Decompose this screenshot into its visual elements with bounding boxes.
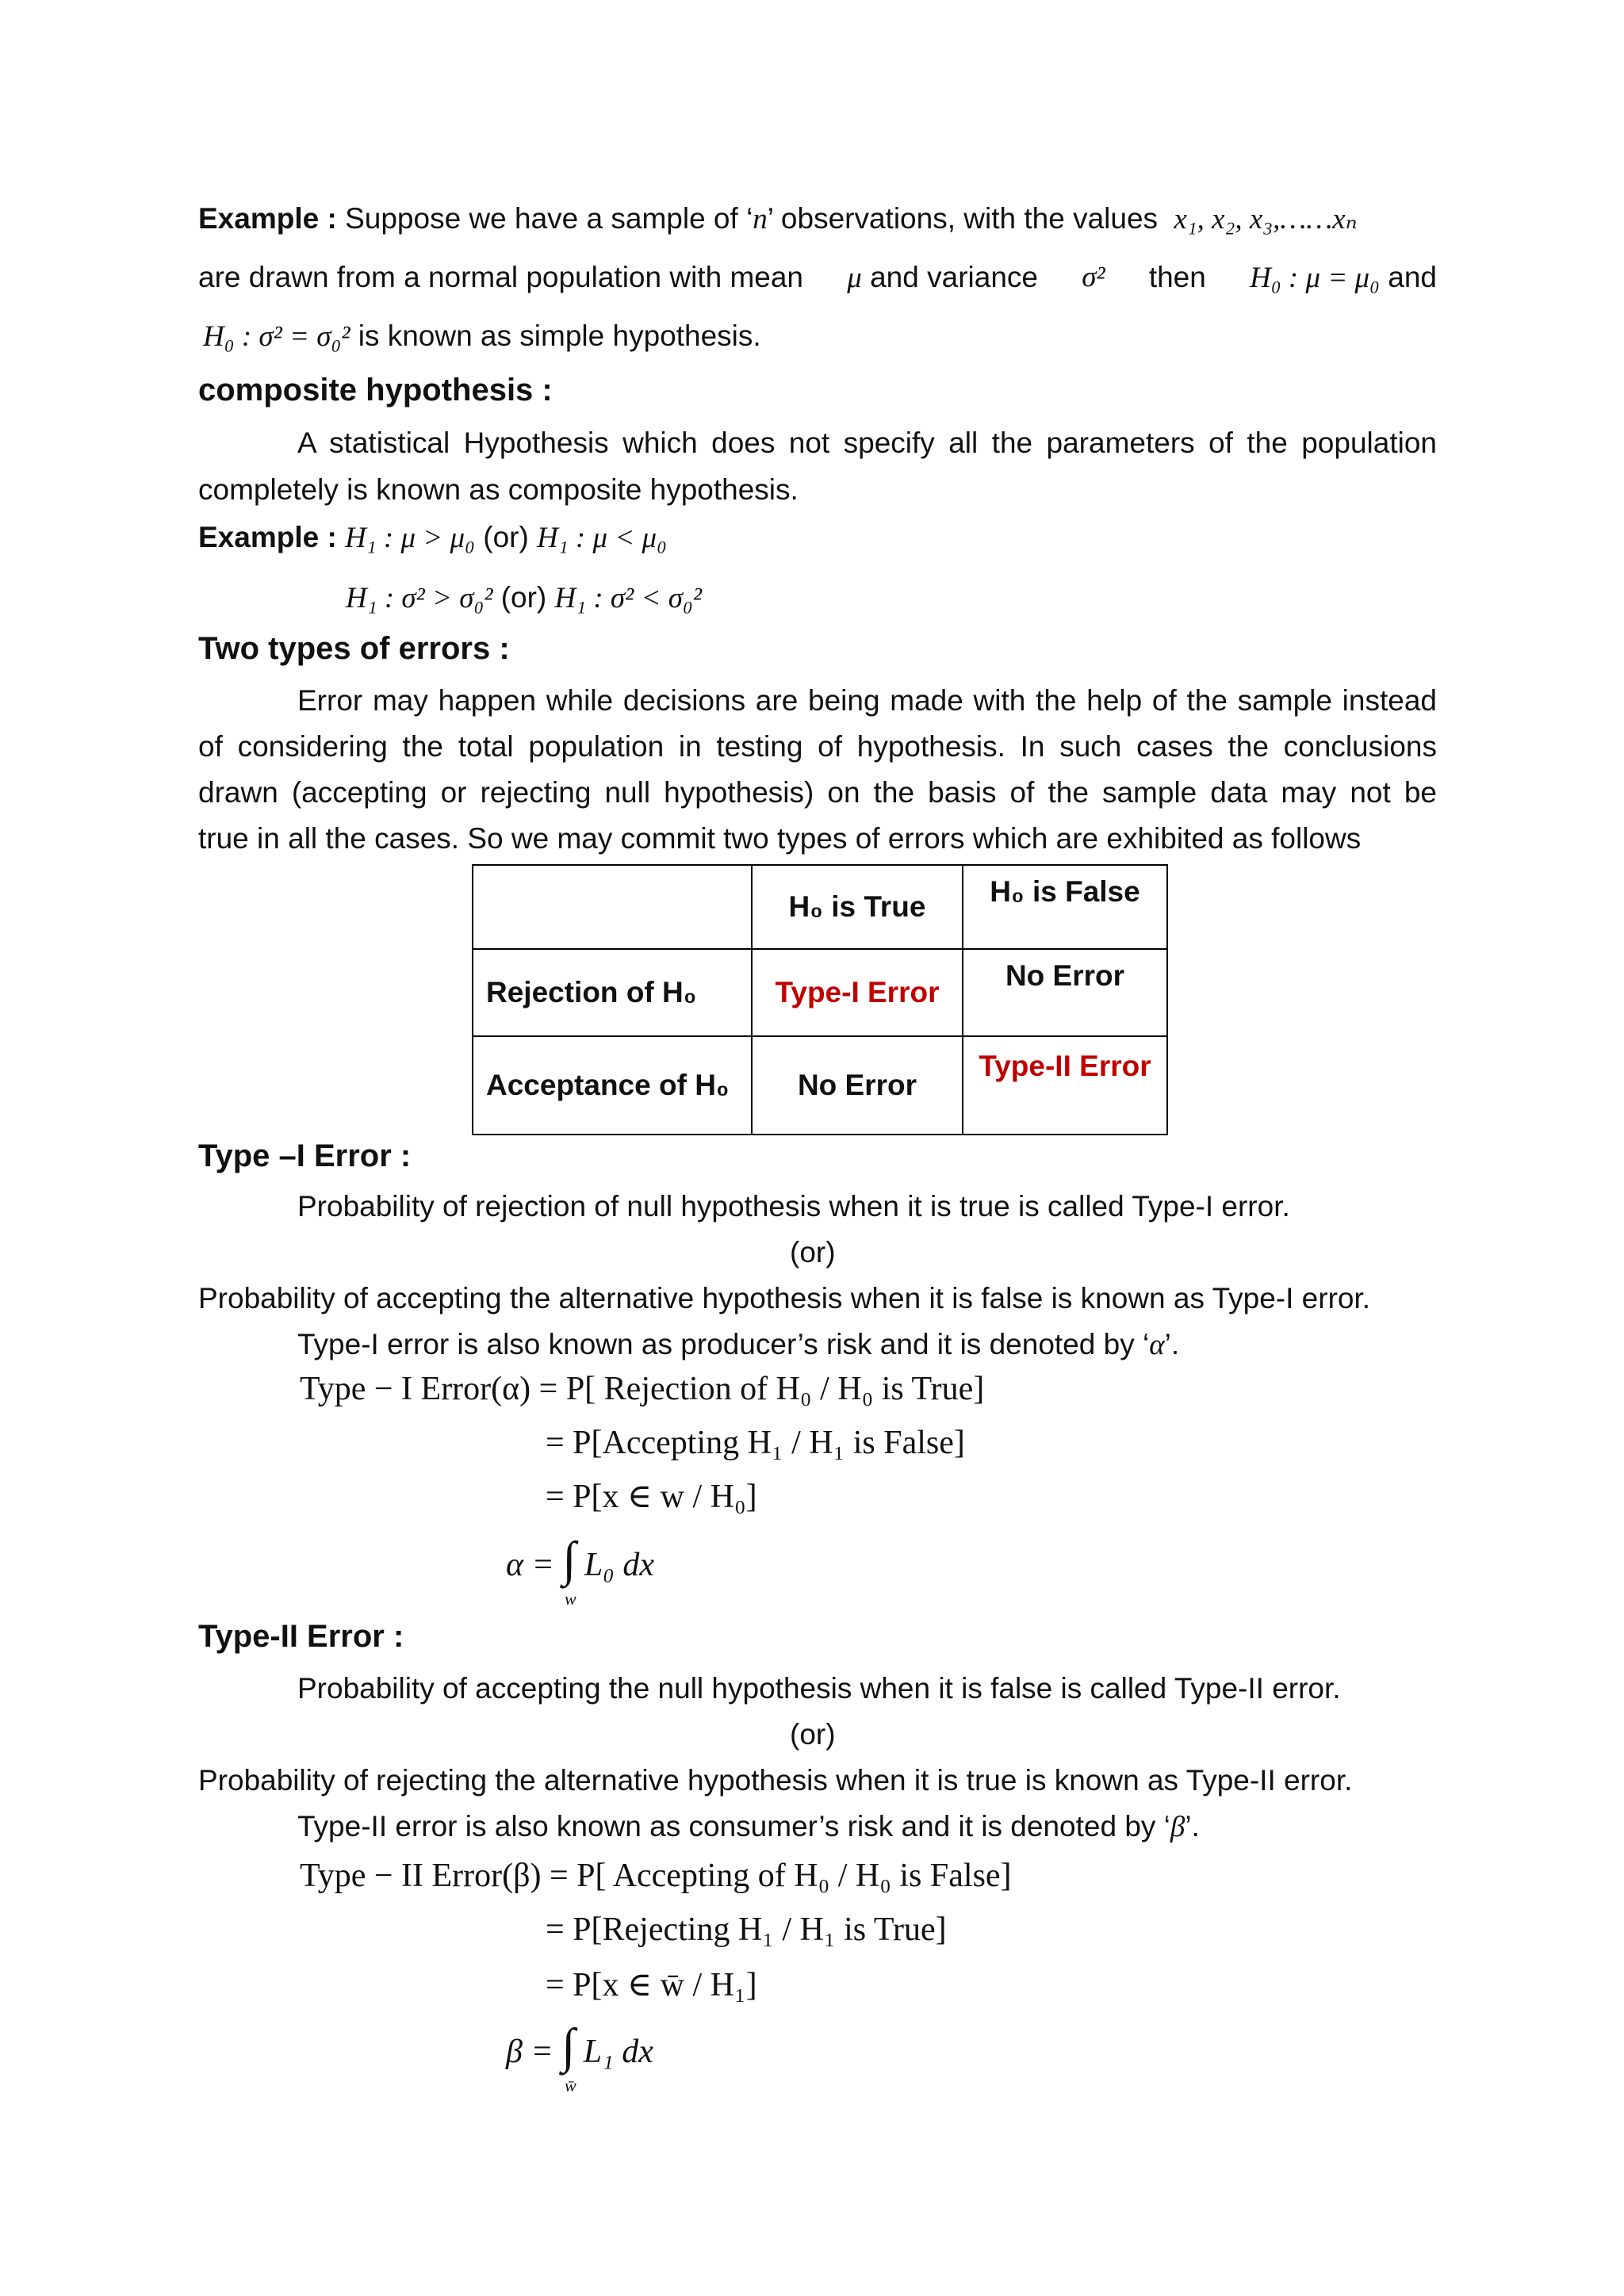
composite-para-line-2: completely is known as composite hypothesis. (198, 473, 799, 506)
n-symbol: n (753, 203, 768, 235)
composite-example-1 (198, 519, 667, 557)
table-header-h0-true: H₀ is True (752, 865, 963, 949)
composite-para-line-1: A statistical Hypothesis which does not specify all the parameters of the population (297, 427, 1437, 459)
type1-equation-4: α = ∫ L₀ dx (506, 1533, 654, 1586)
two-types-para-line-2: of considering the total population in testing of hypothesis. In such cases the conclusions (198, 730, 1437, 763)
type2-equation-3: = P[x ∈ w̄ / H₁] (546, 1967, 757, 2003)
h0-sigma-formula: H₀ : σ² = σ₀² (203, 320, 350, 353)
integral-icon: ∫ (561, 2019, 576, 2073)
type2-equation-1: Type − II Error(β) = P[ Accepting of H₀ / H₀ is False] (300, 1858, 1012, 1894)
two-types-para-line-4: true in all the cases. So we may commit two types of errors which are exhibited as follows (198, 822, 1362, 855)
example-label: Example : (198, 202, 337, 235)
table-row (473, 1036, 1167, 1135)
formula: H₁ : σ² < σ₀² (554, 582, 702, 614)
section-heading-composite: composite hypothesis : (198, 373, 553, 408)
table-header-h0-false: H₀ is False (963, 865, 1167, 949)
example-line-3 (203, 317, 761, 356)
formula: H₁ : μ < μ₀ (537, 522, 667, 554)
type1-equation-2: = P[Accepting H₁ / H₁ is False] (546, 1425, 965, 1461)
table-cell-no-error: No Error (752, 1036, 963, 1135)
section-heading-two-types: Two types of errors : (198, 631, 510, 666)
mu-symbol: μ (847, 262, 862, 294)
or-text: (or) (790, 1236, 836, 1269)
table-cell-no-error: No Error (963, 949, 1167, 1036)
type1-alt-definition: Probability of accepting the alternative hypothesis when it is false is known as Type-I error. (198, 1282, 1371, 1314)
or-text: (or) (500, 581, 547, 614)
example-text: are drawn from a normal population with mean (198, 261, 803, 293)
type2-definition: Probability of accepting the null hypothesis when it is false is called Type-II error. (297, 1672, 1341, 1705)
example-text: ’ observations, with the values (767, 202, 1159, 235)
type1-definition: Probability of rejection of null hypothesis when it is true is called Type-I error. (297, 1190, 1290, 1223)
beta-symbol: β (1170, 1811, 1185, 1843)
table-row (473, 865, 1167, 949)
section-heading-type1: Type –I Error : (198, 1138, 412, 1173)
formula: H₁ : σ² > σ₀² (346, 582, 493, 614)
table-cell-type2-error: Type-II Error (963, 1036, 1167, 1135)
table-cell-empty (473, 865, 752, 949)
error-table (472, 864, 1168, 1135)
type2-alt-definition: Probability of rejecting the alternative hypothesis when it is true is known as Type-II error. (198, 1764, 1353, 1797)
example-line-1 (198, 200, 1358, 239)
or-text: (or) (790, 1718, 836, 1751)
values-formula: x₁, x₂, x₃,……xₙ (1174, 203, 1358, 235)
type2-equation-4: β = ∫ L₁ dx (506, 2019, 653, 2073)
table-row-label-rejection: Rejection of H₀ (473, 949, 752, 1036)
example-label: Example : (198, 521, 337, 553)
example-text: then (1148, 261, 1206, 293)
table-row-label-acceptance: Acceptance of H₀ (473, 1036, 752, 1135)
two-types-para-line-1: Error may happen while decisions are being made with the help of the sample instead (297, 684, 1437, 717)
integral-subscript: w̄ (565, 2076, 576, 2095)
integral-icon: ∫ (562, 1533, 576, 1586)
or-text: (or) (483, 521, 529, 553)
example-text: and variance (870, 261, 1038, 293)
formula: H₁ : μ > μ₀ (345, 522, 475, 554)
type1-equation-1: Type − I Error(α) = P[ Rejection of H₀ / H₀ is True] (300, 1371, 985, 1407)
example-text: and (1388, 261, 1437, 293)
composite-example-2 (346, 579, 702, 618)
sigma-squared: σ² (1082, 261, 1105, 293)
integral-subscript: w (565, 1589, 576, 1609)
type2-risk-line: Type-II error is also known as consumer’s risk and it is denoted by ‘β’. (297, 1810, 1200, 1843)
two-types-para-line-3: drawn (accepting or rejecting null hypothesis) on the basis of the sample data may not be (198, 776, 1437, 809)
example-text: is known as simple hypothesis. (358, 320, 761, 352)
example-line-2 (198, 258, 1437, 297)
type2-equation-2: = P[Rejecting H₁ / H₁ is True] (546, 1911, 947, 1948)
section-heading-type2: Type-II Error : (198, 1619, 404, 1654)
h0-mu-formula: H₀ : μ = μ₀ (1250, 262, 1380, 294)
table-cell-type1-error: Type-I Error (752, 949, 963, 1036)
example-text: Suppose we have a sample of ‘ (345, 202, 753, 235)
type1-equation-3: = P[x ∈ w / H₀] (546, 1479, 757, 1515)
table-row (473, 949, 1167, 1036)
type1-risk-line: Type-I error is also known as producer’s risk and it is denoted by ‘α’. (297, 1328, 1180, 1361)
alpha-symbol: α (1149, 1329, 1165, 1361)
